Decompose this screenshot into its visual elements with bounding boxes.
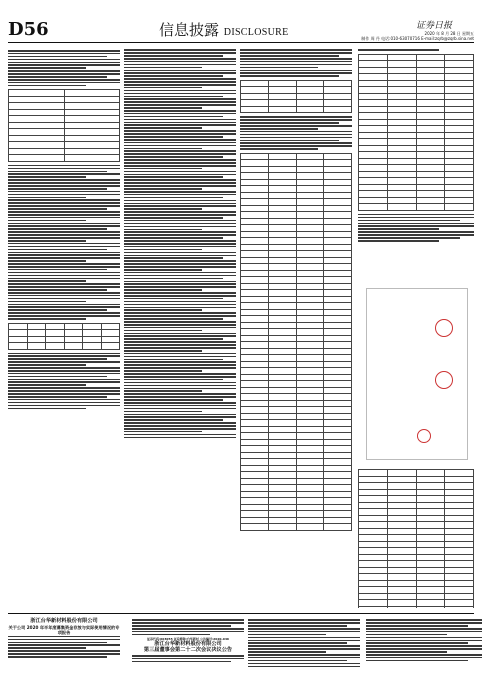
- footer-notice-2-company: 浙江台华新材料股份有限公司: [154, 640, 222, 647]
- footer-notice-2-title: 第三届董事会第二十二次会议决议公告: [143, 647, 233, 654]
- footer-notice-4: [366, 618, 482, 663]
- footer-notice-3: [248, 618, 360, 668]
- header-date: 2020 年 8 月 28 日 星期五: [424, 31, 474, 36]
- column-2: [124, 48, 236, 608]
- scanned-certificate: [366, 288, 468, 460]
- fund-table-1: [8, 89, 120, 162]
- header-contact: 制作 周 丹 电话:010-63070716 E-mail:zqrb@zqrb.sina.net: [361, 36, 474, 41]
- section-title-cn: 信息披露: [159, 21, 220, 39]
- section-title: [159, 21, 288, 42]
- column-3: [240, 48, 352, 608]
- header-meta: [314, 22, 474, 41]
- column-4: [358, 48, 474, 608]
- section-title-en: DISCLOSURE: [223, 27, 289, 38]
- footer-notices: [8, 613, 474, 692]
- red-seal-2: [435, 371, 453, 389]
- detail-table: [358, 469, 474, 608]
- usage-table: [240, 153, 352, 531]
- column-1: [8, 48, 120, 608]
- footer-notice-1: [8, 618, 120, 659]
- red-seal-3: [417, 429, 431, 443]
- footer-notice-1-title: 关于公司 2020 年半年度募集资金存放与实际使用情况的专项报告: [8, 624, 120, 635]
- footer-notice-2: [132, 618, 244, 664]
- footer-notice-2-code: 证券代码:603055 证券简称:台华新材 公告编号:2020-046: [146, 636, 230, 641]
- page-header: [8, 20, 474, 43]
- fund-table-2: [8, 323, 120, 350]
- red-seal-1: [435, 319, 453, 337]
- footer-notice-1-company: 浙江台华新材料股份有限公司: [30, 618, 98, 624]
- project-table: [240, 80, 352, 114]
- summary-table: [358, 54, 474, 211]
- page-number: D56: [8, 19, 49, 40]
- newspaper-logo: 证券日报: [415, 21, 452, 31]
